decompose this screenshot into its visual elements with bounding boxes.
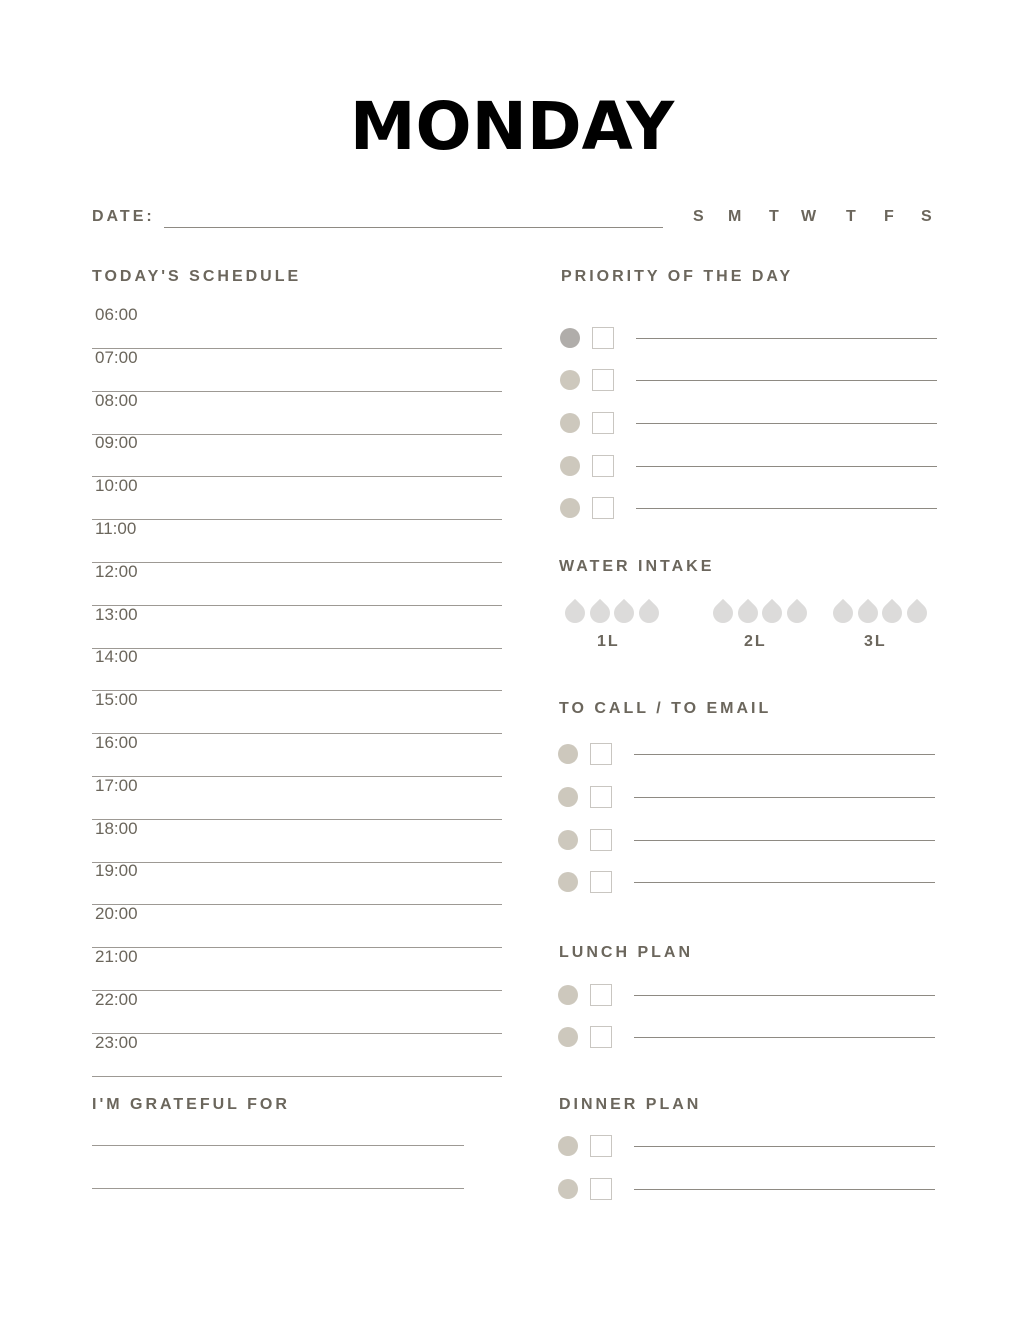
priority-write-line[interactable] — [636, 380, 937, 381]
water-drop-icon[interactable] — [878, 599, 906, 627]
water-label-2l: 2L — [744, 633, 767, 650]
priority-row — [560, 455, 937, 481]
schedule-row[interactable] — [92, 733, 502, 777]
priority-row — [560, 412, 937, 438]
schedule-row[interactable] — [92, 776, 502, 820]
to-call-write-line[interactable] — [634, 797, 935, 798]
schedule-time-label: 23:00 — [95, 1032, 138, 1052]
schedule-time-label: 22:00 — [95, 989, 138, 1009]
bullet-dot-icon — [558, 872, 578, 892]
schedule-row[interactable] — [92, 348, 502, 392]
schedule-row[interactable] — [92, 605, 502, 649]
priority-title: PRIORITY OF THE DAY — [561, 268, 794, 285]
schedule-row[interactable] — [92, 819, 502, 863]
weekday-monday[interactable]: M — [728, 208, 742, 225]
schedule-row[interactable] — [92, 861, 502, 905]
schedule-time-label: 06:00 — [95, 305, 138, 324]
bullet-dot-icon — [558, 985, 578, 1005]
priority-write-line[interactable] — [636, 338, 937, 339]
bullet-dot-icon — [558, 1136, 578, 1156]
to-call-write-line[interactable] — [634, 840, 935, 841]
schedule-time-label: 14:00 — [95, 647, 138, 667]
to-call-row — [558, 829, 935, 855]
water-drop-icon[interactable] — [561, 599, 589, 627]
dinner-plan-checkbox[interactable] — [590, 1135, 612, 1157]
schedule-time-label: 10:00 — [95, 476, 138, 496]
water-drop-icon[interactable] — [610, 599, 638, 627]
lunch-plan-title: LUNCH PLAN — [559, 944, 693, 961]
dinner-plan-row — [558, 1135, 935, 1161]
lunch-plan-write-line[interactable] — [634, 1037, 935, 1038]
schedule-time-label: 20:00 — [95, 904, 138, 924]
to-call-title: TO CALL / TO EMAIL — [559, 700, 772, 717]
schedule-time-label: 08:00 — [95, 390, 138, 410]
dinner-plan-write-line[interactable] — [634, 1189, 935, 1190]
schedule-row[interactable] — [92, 647, 502, 691]
priority-row — [560, 327, 937, 353]
bullet-dot-icon — [558, 830, 578, 850]
schedule-write-line[interactable] — [92, 1076, 502, 1077]
water-drop-icon[interactable] — [829, 599, 857, 627]
to-call-checkbox[interactable] — [590, 743, 612, 765]
lunch-plan-checkbox[interactable] — [590, 984, 612, 1006]
priority-row — [560, 369, 937, 395]
schedule-time-label: 12:00 — [95, 561, 138, 581]
grateful-line[interactable] — [92, 1145, 464, 1146]
schedule-time-label: 09:00 — [95, 433, 138, 453]
schedule-row[interactable] — [92, 476, 502, 520]
schedule-time-label: 13:00 — [95, 604, 138, 624]
schedule-row[interactable] — [92, 990, 502, 1034]
weekday-saturday[interactable]: S — [921, 208, 932, 225]
bullet-dot-icon — [558, 787, 578, 807]
schedule-time-label: 17:00 — [95, 775, 138, 795]
priority-write-line[interactable] — [636, 466, 937, 467]
date-label: DATE: — [92, 208, 155, 225]
lunch-plan-row — [558, 984, 935, 1010]
schedule-title: TODAY'S SCHEDULE — [92, 268, 302, 285]
grateful-line[interactable] — [92, 1188, 464, 1189]
water-intake-title: WATER INTAKE — [559, 558, 715, 575]
to-call-write-line[interactable] — [634, 754, 935, 755]
weekday-friday[interactable]: F — [884, 208, 894, 225]
weekday-wednesday[interactable]: W — [801, 208, 817, 225]
to-call-row — [558, 786, 935, 812]
schedule-row[interactable] — [92, 391, 502, 435]
water-drop-icon[interactable] — [709, 599, 737, 627]
grateful-title: I'M GRATEFUL FOR — [92, 1096, 290, 1113]
to-call-checkbox[interactable] — [590, 786, 612, 808]
water-drop-icon[interactable] — [634, 599, 662, 627]
bullet-dot-icon — [560, 370, 580, 390]
schedule-row[interactable] — [92, 433, 502, 477]
page-title: MONDAY — [349, 88, 675, 165]
schedule-row[interactable] — [92, 904, 502, 948]
bullet-dot-icon — [560, 456, 580, 476]
lunch-plan-row — [558, 1026, 935, 1052]
dinner-plan-title: DINNER PLAN — [559, 1096, 702, 1113]
schedule-time-label: 21:00 — [95, 947, 138, 966]
water-drop-icon[interactable] — [758, 599, 786, 627]
priority-checkbox[interactable] — [592, 369, 614, 391]
bullet-dot-icon — [560, 413, 580, 433]
weekday-thursday[interactable]: T — [846, 208, 856, 225]
priority-checkbox[interactable] — [592, 497, 614, 519]
lunch-plan-write-line[interactable] — [634, 995, 935, 996]
schedule-time-label: 11:00 — [95, 519, 137, 538]
to-call-write-line[interactable] — [634, 882, 935, 883]
lunch-plan-checkbox[interactable] — [590, 1026, 612, 1048]
water-drop-icon[interactable] — [733, 599, 761, 627]
weekday-sunday[interactable]: S — [693, 208, 704, 225]
dinner-plan-row — [558, 1178, 935, 1204]
schedule-row[interactable] — [92, 1033, 502, 1077]
priority-checkbox[interactable] — [592, 327, 614, 349]
bullet-dot-icon — [558, 1027, 578, 1047]
bullet-dot-icon — [560, 498, 580, 518]
dinner-plan-checkbox[interactable] — [590, 1178, 612, 1200]
schedule-row[interactable] — [92, 305, 502, 349]
water-label-3l: 3L — [864, 633, 887, 650]
water-drop-icon[interactable] — [902, 599, 930, 627]
water-label-1l: 1L — [597, 633, 620, 650]
weekday-tuesday[interactable]: T — [769, 208, 779, 225]
priority-row — [560, 497, 937, 523]
date-field-line[interactable] — [164, 227, 663, 228]
bullet-dot-icon — [558, 744, 578, 764]
schedule-time-label: 19:00 — [95, 861, 138, 881]
priority-write-line[interactable] — [636, 508, 937, 509]
to-call-checkbox[interactable] — [590, 871, 612, 893]
to-call-row — [558, 871, 935, 897]
schedule-row[interactable] — [92, 519, 502, 563]
schedule-time-label: 16:00 — [95, 733, 138, 752]
priority-checkbox[interactable] — [592, 412, 614, 434]
dinner-plan-write-line[interactable] — [634, 1146, 935, 1147]
to-call-row — [558, 743, 935, 769]
water-drop-icon[interactable] — [853, 599, 881, 627]
schedule-time-label: 18:00 — [95, 818, 138, 838]
to-call-checkbox[interactable] — [590, 829, 612, 851]
priority-checkbox[interactable] — [592, 455, 614, 477]
priority-write-line[interactable] — [636, 423, 937, 424]
bullet-dot-icon — [560, 328, 580, 348]
water-drop-icon[interactable] — [585, 599, 613, 627]
schedule-row[interactable] — [92, 562, 502, 606]
schedule-time-label: 15:00 — [95, 690, 138, 710]
schedule-row[interactable] — [92, 947, 502, 991]
schedule-time-label: 07:00 — [95, 347, 138, 367]
bullet-dot-icon — [558, 1179, 578, 1199]
schedule-row[interactable] — [92, 690, 502, 734]
water-drop-icon[interactable] — [782, 599, 810, 627]
